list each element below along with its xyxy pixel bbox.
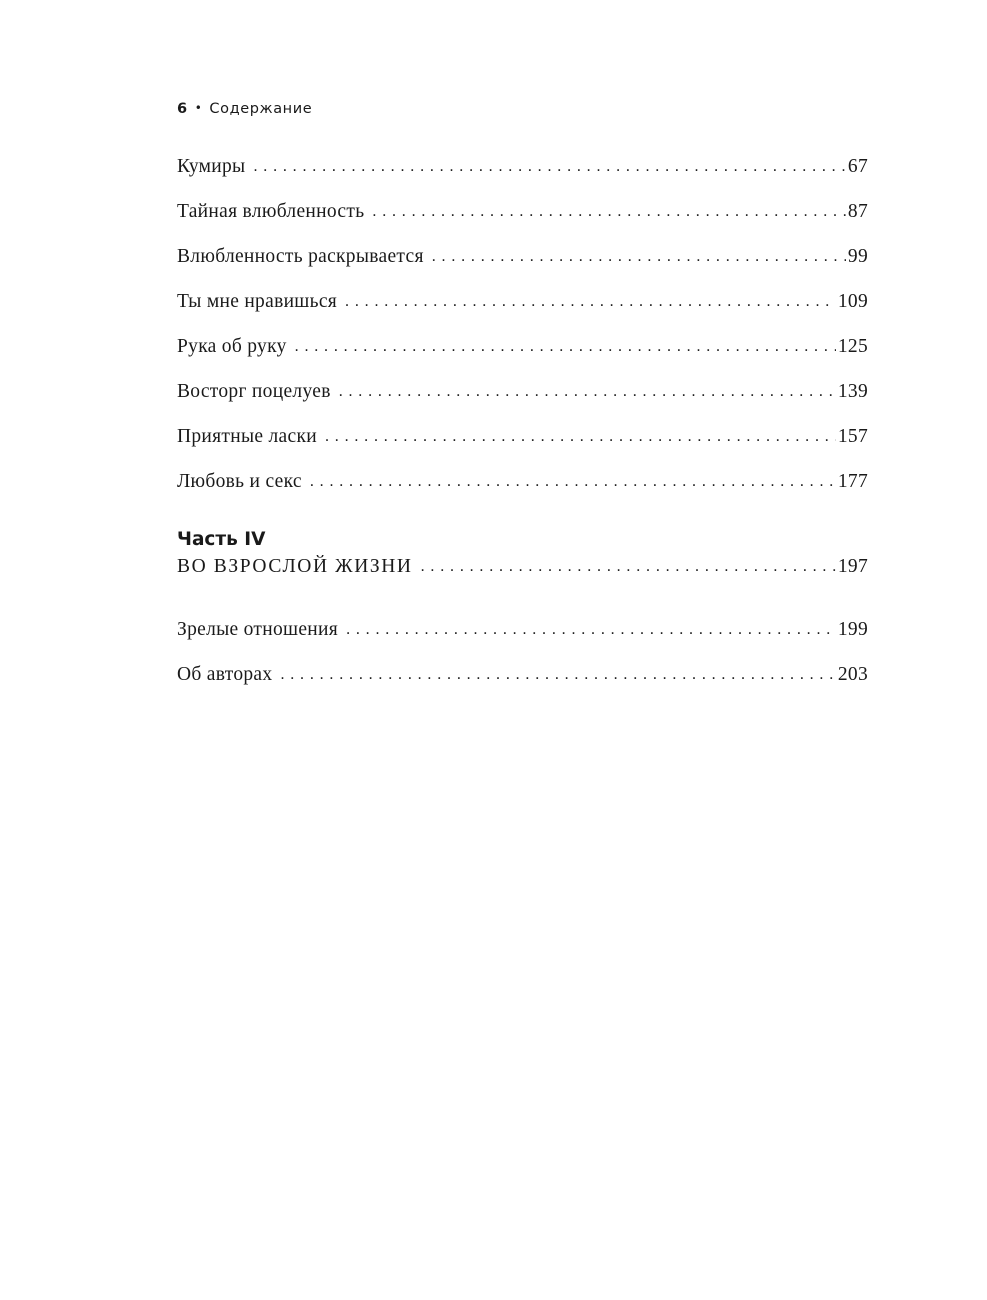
toc-entry-page: 177 bbox=[837, 471, 868, 492]
dot-leader bbox=[310, 467, 836, 496]
toc-entry-page: 157 bbox=[837, 426, 868, 447]
part-title-entry bbox=[177, 553, 868, 583]
table-of-contents bbox=[177, 153, 868, 706]
toc-entry bbox=[177, 661, 868, 706]
toc-entry-title: Зрелые отношения bbox=[177, 619, 339, 640]
dot-leader bbox=[372, 197, 845, 226]
dot-leader bbox=[339, 377, 836, 406]
toc-entry-page: 203 bbox=[837, 664, 868, 685]
dot-leader bbox=[346, 615, 836, 644]
dot-leader bbox=[421, 552, 836, 581]
part-label: Часть IV bbox=[177, 529, 266, 550]
part-title: ВО ВЗРОСЛОЙ ЖИЗНИ bbox=[177, 556, 413, 577]
dot-leader bbox=[325, 422, 836, 451]
bullet-separator: • bbox=[194, 101, 203, 115]
toc-entry-title: Об авторах bbox=[177, 664, 273, 685]
toc-entry bbox=[177, 243, 868, 288]
dot-leader bbox=[253, 152, 845, 181]
dot-leader bbox=[280, 660, 835, 689]
toc-entry-page: 139 bbox=[837, 381, 868, 402]
section-title: Содержание bbox=[209, 101, 313, 117]
toc-entry bbox=[177, 423, 868, 468]
page-number: 6 bbox=[177, 101, 188, 117]
toc-entry bbox=[177, 378, 868, 423]
toc-entry-title: Любовь и секс bbox=[177, 471, 302, 492]
toc-entry bbox=[177, 468, 868, 513]
toc-entry-title: Тайная влюбленность bbox=[177, 201, 365, 222]
toc-entry-title: Приятные ласки bbox=[177, 426, 317, 447]
toc-entry bbox=[177, 198, 868, 243]
toc-entry-title: Влюбленность раскрывается bbox=[177, 246, 424, 267]
toc-entry-page: 109 bbox=[837, 291, 868, 312]
dot-leader bbox=[295, 332, 836, 361]
toc-entry-page: 87 bbox=[847, 201, 868, 222]
toc-entry-title: Кумиры bbox=[177, 156, 246, 177]
toc-entry-title: Рука об руку bbox=[177, 336, 287, 357]
dot-leader bbox=[432, 242, 846, 271]
toc-entry bbox=[177, 616, 868, 661]
toc-entry-title: Ты мне нравишься bbox=[177, 291, 338, 312]
book-page bbox=[177, 96, 868, 706]
dot-leader bbox=[345, 287, 836, 316]
toc-entry bbox=[177, 288, 868, 333]
toc-entries-after-part bbox=[177, 616, 868, 706]
part-heading-block bbox=[177, 527, 868, 583]
running-head bbox=[177, 96, 868, 122]
toc-entry-title: Восторг поцелуев bbox=[177, 381, 331, 402]
toc-entry-page: 125 bbox=[837, 336, 868, 357]
toc-entry bbox=[177, 333, 868, 378]
toc-entry-page: 99 bbox=[847, 246, 868, 267]
part-page: 197 bbox=[837, 556, 868, 577]
toc-entry bbox=[177, 153, 868, 198]
toc-entry-page: 67 bbox=[847, 156, 868, 177]
toc-entry-page: 199 bbox=[837, 619, 868, 640]
